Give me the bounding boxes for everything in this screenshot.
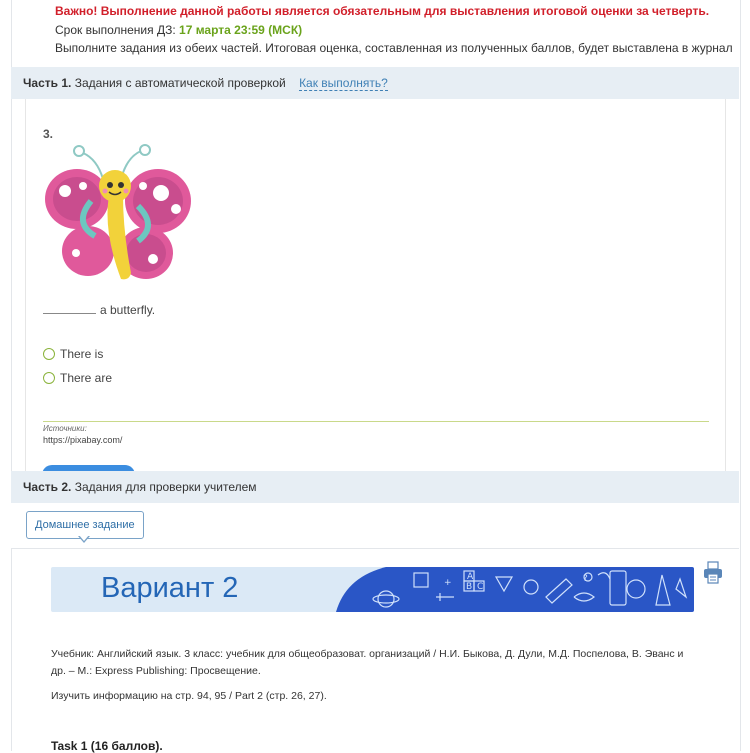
part1-subtitle: Задания с автоматической проверкой (74, 76, 286, 90)
deadline (55, 20, 302, 40)
divider (43, 421, 709, 422)
svg-text:A: A (467, 572, 474, 582)
sources-label: Источники: (43, 424, 87, 433)
svg-text:+: + (444, 578, 452, 588)
deadline-value: 17 марта 23:59 (МСК) (179, 23, 303, 37)
part1-header (11, 67, 739, 99)
svg-text:B: B (466, 582, 473, 592)
part1-title: Часть 1. (23, 76, 72, 90)
option-there-is[interactable] (43, 347, 103, 361)
part2-subtitle: Задания для проверки учителем (74, 480, 257, 494)
question-card (25, 99, 726, 471)
banner-title: Вариант 2 (101, 572, 239, 604)
svg-text:C: C (477, 582, 484, 592)
sentence-text: a butterfly. (100, 303, 156, 317)
textbook-reference: Учебник: Английский язык. 3 класс: учебник для общеобразоват. организаций / Н.И. Быкова, Д. Дули, М.Д. Поспелова, В. Эванс и др. – М.: Express Publishing: Просвещение. (51, 648, 684, 677)
variant-banner (51, 567, 694, 612)
print-icon[interactable] (703, 561, 723, 585)
radio-icon[interactable] (43, 348, 55, 360)
tab-pointer-inner (79, 535, 89, 541)
sources-url: https://pixabay.com/ (43, 435, 123, 445)
butterfly-image (43, 141, 193, 286)
homework-instruction: Изучить информацию на стр. 94, 95 / Part 2 (стр. 26, 27). (51, 690, 327, 702)
task-title: Task 1 (16 баллов). (51, 739, 163, 753)
tab-homework[interactable]: Домашнее задание (26, 511, 144, 539)
question-sentence (43, 303, 155, 317)
question-number: 3. (43, 127, 54, 141)
school-doodles-art (336, 567, 694, 612)
part2-title: Часть 2. (23, 480, 72, 494)
grading-note: Выполните задания из обеих частей. Итоговая оценка, составленная из полученных баллов, будет выставлена в журнал (55, 41, 733, 55)
homework-tabs (11, 503, 739, 549)
option-label: There is (60, 347, 104, 361)
deadline-label: Срок выполнения ДЗ: (55, 23, 176, 37)
how-to-link[interactable]: Как выполнять? (299, 76, 388, 90)
option-there-are[interactable] (43, 371, 112, 385)
part2-header (11, 471, 739, 503)
radio-icon[interactable] (43, 372, 55, 384)
svg-text:?: ? (583, 574, 588, 584)
answer-blank (43, 313, 96, 314)
warning-text: Важно! Выполнение данной работы является обязательным для выставления итоговой оценки за четверть. (55, 4, 710, 18)
option-label: There are (60, 371, 113, 385)
